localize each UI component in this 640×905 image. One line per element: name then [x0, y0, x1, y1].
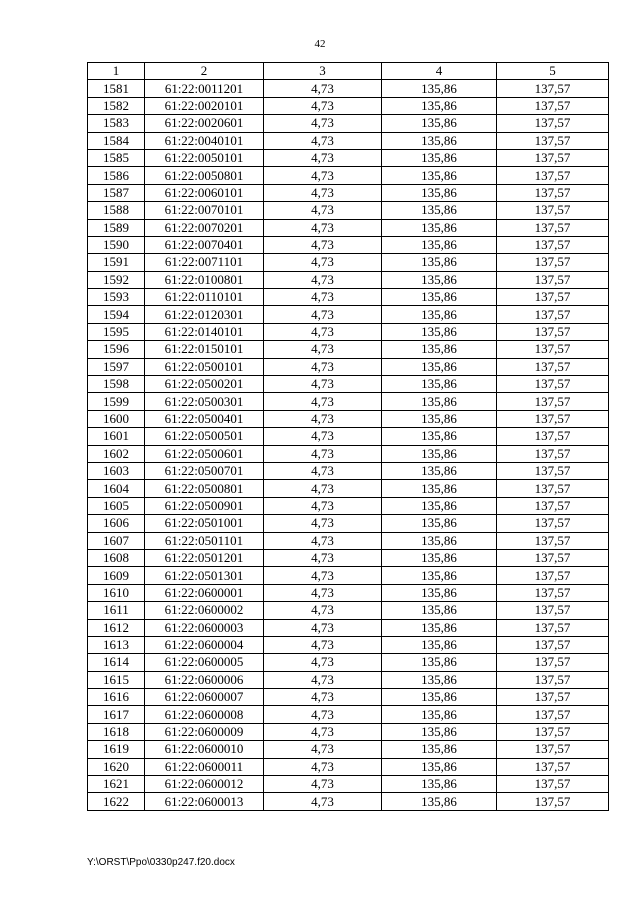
- table-cell: 137,57: [497, 515, 609, 532]
- table-cell: 1589: [88, 219, 145, 236]
- table-cell: 137,57: [497, 567, 609, 584]
- table-row: [88, 202, 609, 219]
- table-cell: 135,86: [382, 723, 497, 740]
- table-cell: 61:22:0600013: [145, 793, 264, 810]
- table-cell: 1620: [88, 758, 145, 775]
- data-table: [87, 62, 609, 811]
- table-cell: 137,57: [497, 776, 609, 793]
- table-cell: 1618: [88, 723, 145, 740]
- table-cell: 135,86: [382, 636, 497, 653]
- table-row: [88, 480, 609, 497]
- table-cell: 137,57: [497, 793, 609, 810]
- table-cell: 4,73: [264, 358, 382, 375]
- table-cell: 61:22:0600006: [145, 671, 264, 688]
- table-cell: 1595: [88, 323, 145, 340]
- column-header: 4: [382, 63, 497, 80]
- table-cell: 137,57: [497, 671, 609, 688]
- table-cell: 1582: [88, 97, 145, 114]
- table-cell: 4,73: [264, 567, 382, 584]
- table-row: [88, 741, 609, 758]
- table-cell: 137,57: [497, 689, 609, 706]
- table-cell: 1615: [88, 671, 145, 688]
- column-header: 1: [88, 63, 145, 80]
- table-cell: 135,86: [382, 184, 497, 201]
- table-cell: 4,73: [264, 376, 382, 393]
- table-cell: 61:22:0070201: [145, 219, 264, 236]
- table-cell: 137,57: [497, 584, 609, 601]
- table-row: [88, 497, 609, 514]
- table-cell: 1596: [88, 341, 145, 358]
- table-row: [88, 723, 609, 740]
- table-cell: 4,73: [264, 584, 382, 601]
- table-cell: 1587: [88, 184, 145, 201]
- table-cell: 137,57: [497, 741, 609, 758]
- table-row: [88, 549, 609, 566]
- table-cell: 61:22:0140101: [145, 323, 264, 340]
- table-cell: 61:22:0060101: [145, 184, 264, 201]
- table-cell: 61:22:0500401: [145, 410, 264, 427]
- table-row: [88, 706, 609, 723]
- table-cell: 137,57: [497, 497, 609, 514]
- table-cell: 137,57: [497, 602, 609, 619]
- table-cell: 4,73: [264, 393, 382, 410]
- table-cell: 61:22:0071101: [145, 254, 264, 271]
- table-cell: 61:22:0600002: [145, 602, 264, 619]
- table-cell: 135,86: [382, 706, 497, 723]
- table-cell: 1598: [88, 376, 145, 393]
- table-row: [88, 306, 609, 323]
- table-cell: 1591: [88, 254, 145, 271]
- table-cell: 61:22:0600003: [145, 619, 264, 636]
- table-row: [88, 462, 609, 479]
- table-row: [88, 80, 609, 97]
- table-cell: 4,73: [264, 462, 382, 479]
- table-cell: 1619: [88, 741, 145, 758]
- table-row: [88, 776, 609, 793]
- table-cell: 4,73: [264, 80, 382, 97]
- table-cell: 135,86: [382, 758, 497, 775]
- table-cell: 135,86: [382, 115, 497, 132]
- table-cell: 4,73: [264, 219, 382, 236]
- column-header: 3: [264, 63, 382, 80]
- table-cell: 4,73: [264, 741, 382, 758]
- table-cell: 4,73: [264, 497, 382, 514]
- table-cell: 137,57: [497, 723, 609, 740]
- table-row: [88, 376, 609, 393]
- table-cell: 137,57: [497, 532, 609, 549]
- table-cell: 61:22:0500101: [145, 358, 264, 375]
- table-cell: 1606: [88, 515, 145, 532]
- table-cell: 137,57: [497, 323, 609, 340]
- table-cell: 137,57: [497, 80, 609, 97]
- table-row: [88, 97, 609, 114]
- table-cell: 135,86: [382, 271, 497, 288]
- table-cell: 135,86: [382, 462, 497, 479]
- table-cell: 4,73: [264, 254, 382, 271]
- table-cell: 137,57: [497, 393, 609, 410]
- table-cell: 1583: [88, 115, 145, 132]
- table-cell: 135,86: [382, 445, 497, 462]
- table-cell: 1585: [88, 149, 145, 166]
- table-row: [88, 636, 609, 653]
- table-cell: 61:22:0150101: [145, 341, 264, 358]
- table-cell: 61:22:0050801: [145, 167, 264, 184]
- table-cell: 4,73: [264, 410, 382, 427]
- table-cell: 4,73: [264, 671, 382, 688]
- table-cell: 61:22:0600012: [145, 776, 264, 793]
- table-row: [88, 341, 609, 358]
- table-row: [88, 428, 609, 445]
- table-row: [88, 602, 609, 619]
- table-cell: 135,86: [382, 689, 497, 706]
- table-cell: 135,86: [382, 602, 497, 619]
- table-cell: 137,57: [497, 410, 609, 427]
- table-cell: 135,86: [382, 584, 497, 601]
- table-cell: 61:22:0501301: [145, 567, 264, 584]
- table-cell: 137,57: [497, 184, 609, 201]
- table-cell: 137,57: [497, 289, 609, 306]
- table-cell: 135,86: [382, 341, 497, 358]
- table-cell: 4,73: [264, 549, 382, 566]
- table-row: [88, 584, 609, 601]
- table-cell: 1588: [88, 202, 145, 219]
- table-cell: 1607: [88, 532, 145, 549]
- table-cell: 61:22:0011201: [145, 80, 264, 97]
- table-cell: 135,86: [382, 254, 497, 271]
- table-cell: 61:22:0600005: [145, 654, 264, 671]
- table-cell: 135,86: [382, 358, 497, 375]
- table-cell: 137,57: [497, 97, 609, 114]
- table-cell: 4,73: [264, 532, 382, 549]
- table-cell: 137,57: [497, 219, 609, 236]
- table-cell: 135,86: [382, 549, 497, 566]
- table-cell: 137,57: [497, 549, 609, 566]
- table-cell: 1581: [88, 80, 145, 97]
- table-cell: 61:22:0020601: [145, 115, 264, 132]
- table-cell: 4,73: [264, 323, 382, 340]
- table-cell: 135,86: [382, 567, 497, 584]
- table-row: [88, 393, 609, 410]
- table-cell: 135,86: [382, 219, 497, 236]
- table-cell: 1604: [88, 480, 145, 497]
- table-row: [88, 689, 609, 706]
- table-cell: 4,73: [264, 723, 382, 740]
- table-cell: 135,86: [382, 149, 497, 166]
- table-row: [88, 115, 609, 132]
- column-header: 2: [145, 63, 264, 80]
- table-cell: 135,86: [382, 132, 497, 149]
- table-cell: 4,73: [264, 654, 382, 671]
- table-row: [88, 793, 609, 810]
- table-cell: 4,73: [264, 480, 382, 497]
- table-cell: 135,86: [382, 306, 497, 323]
- table-cell: 61:22:0501101: [145, 532, 264, 549]
- table-cell: 135,86: [382, 654, 497, 671]
- table-cell: 135,86: [382, 671, 497, 688]
- table-cell: 61:22:0500601: [145, 445, 264, 462]
- table-cell: 137,57: [497, 115, 609, 132]
- table-row: [88, 515, 609, 532]
- table-cell: 4,73: [264, 602, 382, 619]
- table-cell: 4,73: [264, 445, 382, 462]
- table-cell: 137,57: [497, 619, 609, 636]
- table-cell: 61:22:0600001: [145, 584, 264, 601]
- table-cell: 1609: [88, 567, 145, 584]
- table-cell: 137,57: [497, 376, 609, 393]
- table-cell: 1608: [88, 549, 145, 566]
- table-cell: 137,57: [497, 132, 609, 149]
- table-cell: 61:22:0600010: [145, 741, 264, 758]
- table-cell: 4,73: [264, 689, 382, 706]
- table-cell: 4,73: [264, 202, 382, 219]
- table-cell: 1597: [88, 358, 145, 375]
- column-header: 5: [497, 63, 609, 80]
- table-cell: 135,86: [382, 480, 497, 497]
- table-row: [88, 184, 609, 201]
- table-cell: 1586: [88, 167, 145, 184]
- table-row: [88, 758, 609, 775]
- table-row: [88, 254, 609, 271]
- table-cell: 137,57: [497, 306, 609, 323]
- table-row: [88, 532, 609, 549]
- table-cell: 1614: [88, 654, 145, 671]
- table-cell: 135,86: [382, 97, 497, 114]
- table-cell: 137,57: [497, 758, 609, 775]
- table-row: [88, 132, 609, 149]
- table-row: [88, 410, 609, 427]
- table-cell: 4,73: [264, 793, 382, 810]
- table-cell: 1610: [88, 584, 145, 601]
- table-cell: 61:22:0500301: [145, 393, 264, 410]
- table-cell: 137,57: [497, 462, 609, 479]
- table-cell: 1593: [88, 289, 145, 306]
- table-cell: 137,57: [497, 149, 609, 166]
- table-cell: 4,73: [264, 515, 382, 532]
- table-cell: 4,73: [264, 271, 382, 288]
- table-cell: 4,73: [264, 776, 382, 793]
- table-cell: 135,86: [382, 776, 497, 793]
- table-cell: 1612: [88, 619, 145, 636]
- table-cell: 4,73: [264, 167, 382, 184]
- table-cell: 61:22:0050101: [145, 149, 264, 166]
- table-cell: 1590: [88, 236, 145, 253]
- table-cell: 135,86: [382, 497, 497, 514]
- table-cell: 4,73: [264, 636, 382, 653]
- table-cell: 1599: [88, 393, 145, 410]
- table-cell: 135,86: [382, 619, 497, 636]
- table-cell: 61:22:0600004: [145, 636, 264, 653]
- table-cell: 135,86: [382, 741, 497, 758]
- table-cell: 4,73: [264, 149, 382, 166]
- table-row: [88, 289, 609, 306]
- table-cell: 135,86: [382, 80, 497, 97]
- table-cell: 137,57: [497, 254, 609, 271]
- table-cell: 61:22:0110101: [145, 289, 264, 306]
- table-cell: 137,57: [497, 445, 609, 462]
- table-cell: 137,57: [497, 341, 609, 358]
- table-cell: 137,57: [497, 636, 609, 653]
- table-cell: 61:22:0600009: [145, 723, 264, 740]
- table-row: [88, 236, 609, 253]
- table-row: [88, 671, 609, 688]
- table-row: [88, 167, 609, 184]
- table-cell: 4,73: [264, 706, 382, 723]
- table-cell: 61:22:0500801: [145, 480, 264, 497]
- table-cell: 1605: [88, 497, 145, 514]
- table-cell: 1611: [88, 602, 145, 619]
- table-cell: 4,73: [264, 341, 382, 358]
- table-cell: 1613: [88, 636, 145, 653]
- table-cell: 137,57: [497, 480, 609, 497]
- table-cell: 4,73: [264, 619, 382, 636]
- table-row: [88, 654, 609, 671]
- table-row: [88, 323, 609, 340]
- table-cell: 61:22:0500201: [145, 376, 264, 393]
- table-cell: 61:22:0600008: [145, 706, 264, 723]
- table-cell: 1592: [88, 271, 145, 288]
- table-cell: 135,86: [382, 428, 497, 445]
- table-cell: 61:22:0100801: [145, 271, 264, 288]
- table-row: [88, 567, 609, 584]
- table-row: [88, 445, 609, 462]
- table-cell: 135,86: [382, 515, 497, 532]
- table-cell: 1600: [88, 410, 145, 427]
- table-cell: 137,57: [497, 654, 609, 671]
- table-row: [88, 271, 609, 288]
- table-cell: 61:22:0500701: [145, 462, 264, 479]
- table-cell: 61:22:0600007: [145, 689, 264, 706]
- table-cell: 1603: [88, 462, 145, 479]
- table-cell: 4,73: [264, 236, 382, 253]
- table-cell: 1601: [88, 428, 145, 445]
- table-row: [88, 219, 609, 236]
- table-cell: 135,86: [382, 793, 497, 810]
- table-cell: 4,73: [264, 289, 382, 306]
- table-cell: 4,73: [264, 184, 382, 201]
- table-row: [88, 149, 609, 166]
- table-cell: 61:22:0070401: [145, 236, 264, 253]
- table-cell: 135,86: [382, 167, 497, 184]
- table-row: [88, 358, 609, 375]
- table-cell: 4,73: [264, 132, 382, 149]
- table-cell: 135,86: [382, 202, 497, 219]
- table-cell: 137,57: [497, 706, 609, 723]
- table-cell: 1616: [88, 689, 145, 706]
- table-cell: 61:22:0600011: [145, 758, 264, 775]
- table-cell: 137,57: [497, 167, 609, 184]
- table-cell: 137,57: [497, 358, 609, 375]
- table-cell: 4,73: [264, 428, 382, 445]
- table-cell: 61:22:0500901: [145, 497, 264, 514]
- table-cell: 135,86: [382, 376, 497, 393]
- table-cell: 1622: [88, 793, 145, 810]
- table-cell: 61:22:0040101: [145, 132, 264, 149]
- table-cell: 1584: [88, 132, 145, 149]
- table-cell: 61:22:0020101: [145, 97, 264, 114]
- table-cell: 4,73: [264, 306, 382, 323]
- page-number: 42: [314, 38, 326, 50]
- table-cell: 4,73: [264, 758, 382, 775]
- table-cell: 61:22:0070101: [145, 202, 264, 219]
- table-cell: 137,57: [497, 271, 609, 288]
- table-cell: 61:22:0500501: [145, 428, 264, 445]
- table-cell: 135,86: [382, 410, 497, 427]
- table-cell: 137,57: [497, 202, 609, 219]
- table-row: [88, 619, 609, 636]
- table-cell: 4,73: [264, 115, 382, 132]
- table-cell: 135,86: [382, 289, 497, 306]
- table-header-row: [88, 63, 609, 80]
- footer-file-path: Y:\ORST\Ppo\0330p247.f20.docx: [87, 857, 235, 868]
- table-cell: 135,86: [382, 323, 497, 340]
- table-cell: 1617: [88, 706, 145, 723]
- table-cell: 137,57: [497, 236, 609, 253]
- table-cell: 1621: [88, 776, 145, 793]
- table-body: [88, 80, 609, 810]
- table-cell: 61:22:0501201: [145, 549, 264, 566]
- table-cell: 1594: [88, 306, 145, 323]
- table-cell: 135,86: [382, 236, 497, 253]
- table-cell: 137,57: [497, 428, 609, 445]
- table-cell: 4,73: [264, 97, 382, 114]
- table-cell: 61:22:0120301: [145, 306, 264, 323]
- table-cell: 135,86: [382, 532, 497, 549]
- table-cell: 135,86: [382, 393, 497, 410]
- table-cell: 61:22:0501001: [145, 515, 264, 532]
- table-cell: 1602: [88, 445, 145, 462]
